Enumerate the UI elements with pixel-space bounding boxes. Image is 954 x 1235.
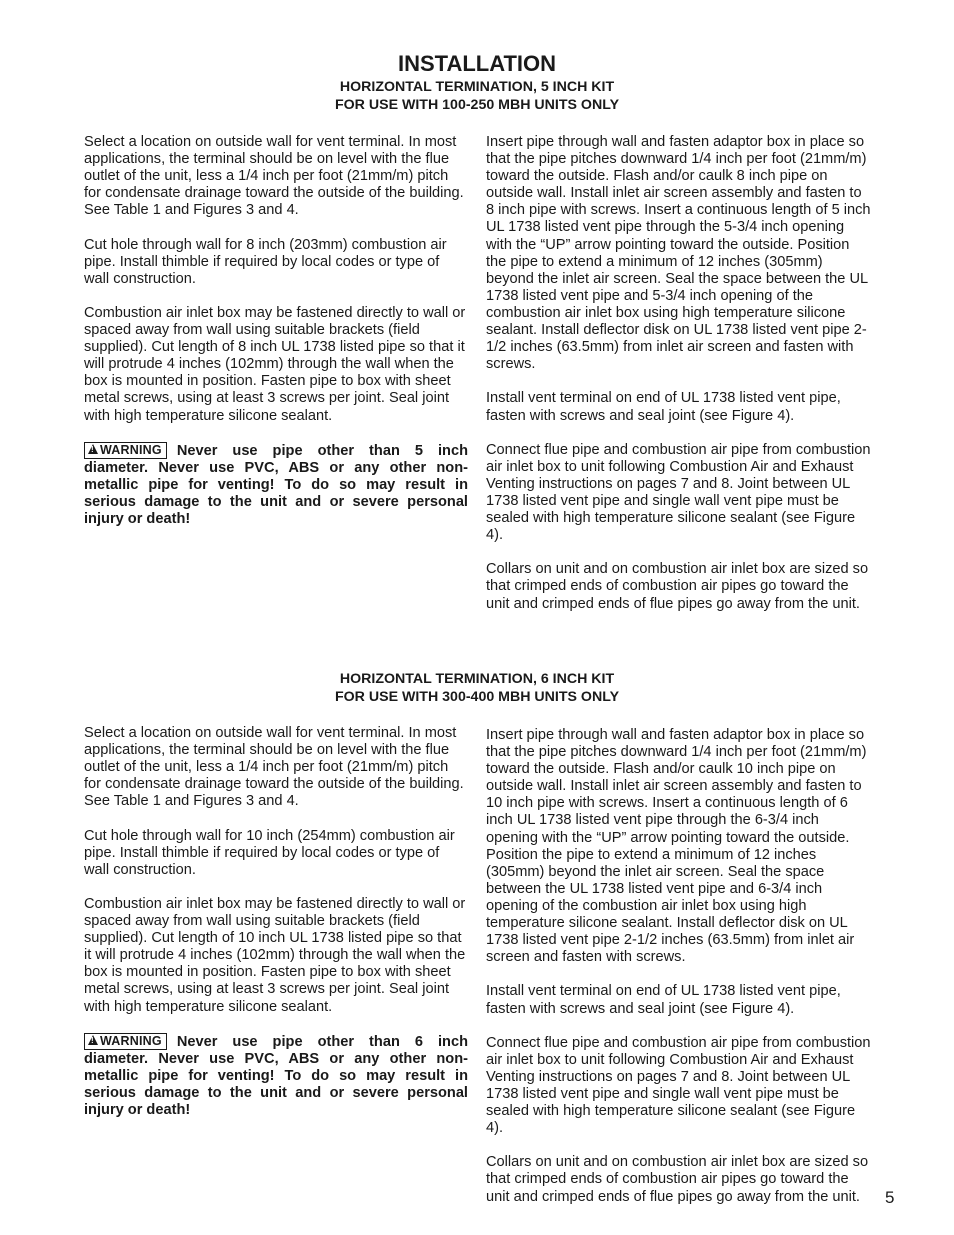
section-1-right-paragraph-1: Insert pipe through wall and fasten adaptor box in place so that the pipe pitches downward 1/4 inch per foot (21mm/m) toward the outside. Flash and/or caulk 8 inch pipe on outside wall. Install inlet air screen assembly and fasten to 8 inch pipe with screws. Insert a continuous length of 5 inch UL 1738 listed vent pipe through the 5-3/4 inch opening with the “UP” arrow pointing toward the outside. Position the pipe to extend a minimum of 12 inches (305mm) beyond the inlet air screen. Seal the space between the UL 1738 listed vent pipe and 5-3/4 inch opening of the combustion air inlet box using high temperature silicone sealant. Install deflector disk on UL 1738 listed vent pipe 2-1/2 inches (63.5mm) from inlet air screen and fasten with screws. (486, 134, 871, 373)
warning-badge (84, 1033, 167, 1050)
section-1-left-column (84, 134, 468, 528)
section-2-right-paragraph-4: Collars on unit and on combustion air inlet box are sized so that crimped ends of combustion air pipes go toward the unit and crimped ends of flue pipes go away from the unit. (486, 1154, 869, 1205)
section-2-left-paragraph-3: Combustion air inlet box may be fastened directly to wall or spaced away from wall using suitable brackets (field supplied). Cut length of 10 inch UL 1738 listed pipe so that it will protrude 4 inches (102mm) through the wall when the box is mounted in position. Fasten pipe to box with sheet metal screws, using at least 3 screws per joint. Seal joint with high temperature silicone sealant. (84, 895, 466, 1015)
section-2-warning-text: Never use pipe other than 6 inch diameter. Never use PVC, ABS or any other non-metallic pipe for venting! To do so may result in serious damage to the unit and or severe personal injury or death! (84, 1033, 468, 1119)
section-2-left-column (84, 725, 468, 1119)
page-number: 5 (885, 1188, 895, 1207)
section-2-heading-line-2: FOR USE WITH 300-400 MBH UNITS ONLY (334, 689, 620, 705)
section-1-heading-line-1: HORIZONTAL TERMINATION, 5 INCH KIT (339, 79, 615, 95)
page-title: INSTALLATION (397, 51, 557, 76)
section-1-warning (84, 442, 468, 528)
section-1-heading-line-2: FOR USE WITH 100-250 MBH UNITS ONLY (334, 97, 620, 113)
section-2-right-paragraph-2: Install vent terminal on end of UL 1738 listed vent pipe, fasten with screws and seal joint (see Figure 4). (486, 983, 841, 1017)
section-1-warning-text: Never use pipe other than 5 inch diameter. Never use PVC, ABS or any other non-metallic pipe for venting! To do so may result in serious damage to the unit and or severe personal injury or death! (84, 442, 468, 528)
warning-badge (84, 442, 167, 459)
section-1-right-paragraph-3: Connect flue pipe and combustion air pipe from combustion air inlet box to unit following Combustion Air and Exhaust Venting instructions on pages 7 and 8. Joint between UL 1738 listed vent pipe and single wall vent pipe must be sealed with high temperature silicone sealant (see Figure 4). (486, 441, 871, 544)
section-1-right-paragraph-4: Collars on unit and on combustion air inlet box are sized so that crimped ends of combustion air pipes go toward the unit and crimped ends of flue pipes go away from the unit. (486, 561, 869, 612)
warning-badge-label: WARNING (100, 442, 162, 457)
section-2-left-paragraph-1: Select a location on outside wall for vent terminal. In most applications, the terminal should be on level with the flue outlet of the unit, less a 1/4 inch per foot (21mm/m) pitch for condensate drainage toward the outside of the building. See Table 1 and Figures 3 and 4. (84, 725, 464, 810)
section-1-heading (0, 78, 954, 114)
section-2-heading-line-1: HORIZONTAL TERMINATION, 6 INCH KIT (339, 671, 615, 687)
section-2-heading (0, 670, 954, 706)
section-1-left-paragraph-1: Select a location on outside wall for vent terminal. In most applications, the terminal should be on level with the flue outlet of the unit, less a 1/4 inch per foot (21mm/m) pitch for condensate drainage toward the outside of the building. See Table 1 and Figures 3 and 4. (84, 134, 464, 219)
section-2-warning (84, 1033, 468, 1119)
section-1-left-paragraph-2: Cut hole through wall for 8 inch (203mm) combustion air pipe. Install thimble if required by local codes or type of wall construction. (84, 236, 447, 287)
section-1-right-column (486, 134, 871, 630)
section-1-left-paragraph-3: Combustion air inlet box may be fastened directly to wall or spaced away from wall using suitable brackets (field supplied). Cut length of 8 inch UL 1738 listed pipe so that it will protrude 4 inches (102mm) through the wall when the box is mounted in position. Fasten pipe to box with sheet metal screws, using at least 3 screws per joint. Seal joint with high temperature silicone sealant. (84, 304, 466, 424)
section-1-right-paragraph-2: Install vent terminal on end of UL 1738 listed vent pipe, fasten with screws and seal joint (see Figure 4). (486, 390, 841, 424)
section-2-right-column (486, 727, 871, 1223)
warning-triangle-icon (88, 1035, 98, 1045)
warning-badge-label: WARNING (100, 1033, 162, 1048)
section-2-right-paragraph-3: Connect flue pipe and combustion air pipe from combustion air inlet box to unit following Combustion Air and Exhaust Venting instructions on pages 7 and 8. Joint between UL 1738 listed vent pipe and single wall vent pipe must be sealed with high temperature silicone sealant (see Figure 4). (486, 1034, 871, 1137)
section-2-left-paragraph-2: Cut hole through wall for 10 inch (254mm) combustion air pipe. Install thimble if required by local codes or type of wall construction. (84, 827, 455, 878)
section-2-right-paragraph-1: Insert pipe through wall and fasten adaptor box in place so that the pipe pitches downward 1/4 inch per foot (21mm/m) toward the outside. Flash and/or caulk 10 inch pipe on outside wall. Install inlet air screen assembly and fasten to 10 inch pipe with screws. Insert a continuous length of 6 inch UL 1738 listed vent pipe through the 6-3/4 inch opening with the “UP” arrow pointing toward the outside. Position the pipe to extend a minimum of 12 inches (305mm) beyond the inlet air screen. Seal the space between the UL 1738 listed vent pipe and 6-3/4 inch opening of the combustion air inlet box using high temperature silicone sealant. Install deflector disk on UL 1738 listed vent pipe 2-1/2 inches (63.5mm) from inlet air screen and fasten with screws. (486, 727, 867, 966)
warning-triangle-icon (88, 444, 98, 454)
